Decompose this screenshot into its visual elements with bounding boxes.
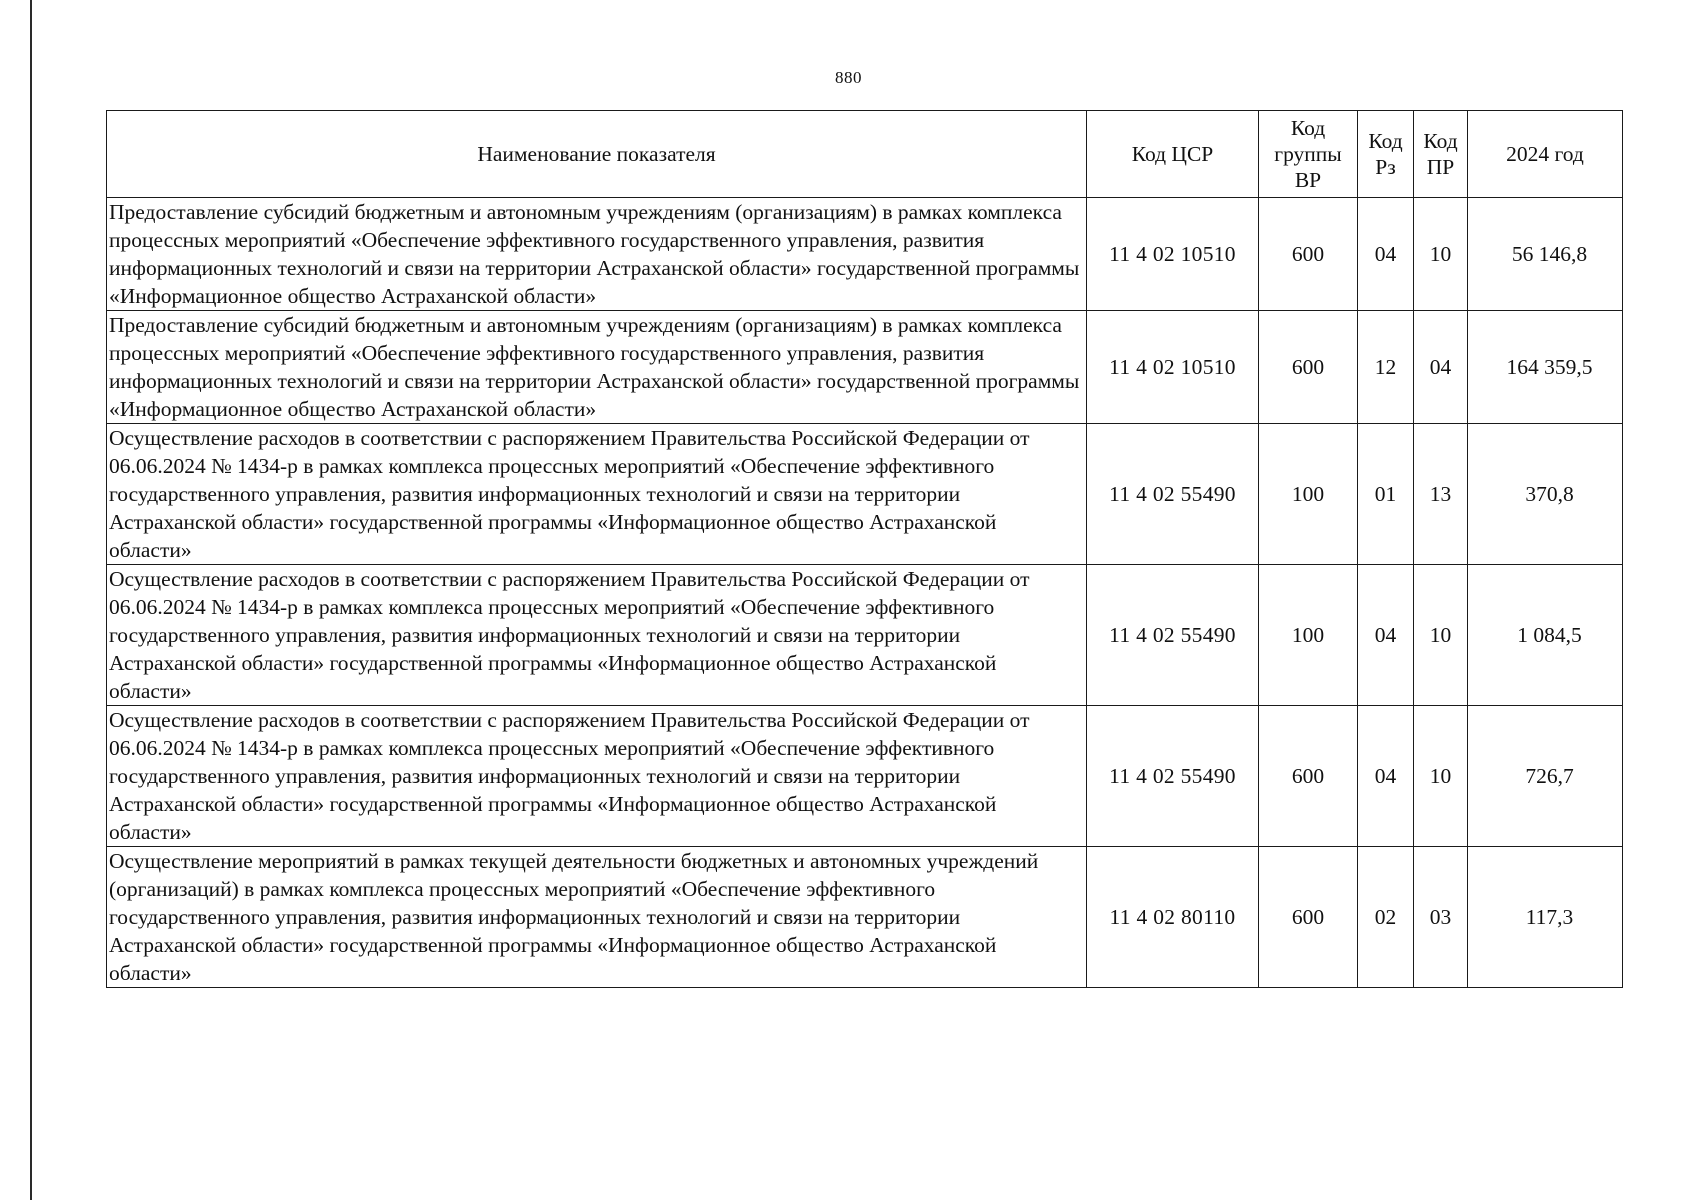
header-pr: Код ПР	[1414, 111, 1468, 198]
row-pr: 10	[1414, 565, 1468, 706]
row-vr: 100	[1259, 424, 1358, 565]
row-name: Осуществление мероприятий в рамках текущей деятельности бюджетных и автономных учреждений (организаций) в рамках комплекса процессных мероприятий «Обеспечение эффективного государственного управления, развития информационных технологий и связи на территории Астраханской области» государственной программы «Информационное общество Астраханской области»	[107, 847, 1087, 988]
table-row	[107, 847, 1623, 988]
row-csr: 11 4 02 55490	[1087, 565, 1259, 706]
row-name: Предоставление субсидий бюджетным и автономным учреждениям (организациям) в рамках комплекса процессных мероприятий «Обеспечение эффективного государственного управления, развития информационных технологий и связи на территории Астраханской области» государственной программы «Информационное общество Астраханской области»	[107, 198, 1087, 311]
row-pr: 10	[1414, 706, 1468, 847]
table-row	[107, 198, 1623, 311]
row-name: Осуществление расходов в соответствии с распоряжением Правительства Российской Федерации от 06.06.2024 № 1434-р в рамках комплекса процессных мероприятий «Обеспечение эффективного государственного управления, развития информационных технологий и связи на территории Астраханской области» государственной программы «Информационное общество Астраханской области»	[107, 424, 1087, 565]
row-amount: 370,8	[1468, 424, 1623, 565]
row-rz: 01	[1358, 424, 1414, 565]
row-rz: 04	[1358, 706, 1414, 847]
row-amount: 117,3	[1468, 847, 1623, 988]
row-vr: 600	[1259, 311, 1358, 424]
row-rz: 04	[1358, 565, 1414, 706]
page-number: 880	[835, 68, 862, 87]
table-header-row	[107, 111, 1623, 198]
row-amount: 726,7	[1468, 706, 1623, 847]
table-row	[107, 424, 1623, 565]
row-csr: 11 4 02 10510	[1087, 198, 1259, 311]
row-name: Предоставление субсидий бюджетным и автономным учреждениям (организациям) в рамках комплекса процессных мероприятий «Обеспечение эффективного государственного управления, развития информационных технологий и связи на территории Астраханской области» государственной программы «Информационное общество Астраханской области»	[107, 311, 1087, 424]
row-amount: 1 084,5	[1468, 565, 1623, 706]
header-vr: Код группы ВР	[1259, 111, 1358, 198]
row-csr: 11 4 02 55490	[1087, 706, 1259, 847]
table-row	[107, 706, 1623, 847]
table-row	[107, 311, 1623, 424]
table-row	[107, 565, 1623, 706]
scan-edge-line	[30, 0, 32, 1200]
row-amount: 56 146,8	[1468, 198, 1623, 311]
row-vr: 600	[1259, 198, 1358, 311]
row-pr: 13	[1414, 424, 1468, 565]
row-vr: 100	[1259, 565, 1358, 706]
budget-table	[106, 110, 1623, 988]
row-csr: 11 4 02 55490	[1087, 424, 1259, 565]
header-rz: Код Рз	[1358, 111, 1414, 198]
row-pr: 03	[1414, 847, 1468, 988]
row-vr: 600	[1259, 847, 1358, 988]
header-name: Наименование показателя	[107, 111, 1087, 198]
row-pr: 10	[1414, 198, 1468, 311]
row-vr: 600	[1259, 706, 1358, 847]
row-name: Осуществление расходов в соответствии с распоряжением Правительства Российской Федерации от 06.06.2024 № 1434-р в рамках комплекса процессных мероприятий «Обеспечение эффективного государственного управления, развития информационных технологий и связи на территории Астраханской области» государственной программы «Информационное общество Астраханской области»	[107, 565, 1087, 706]
row-name: Осуществление расходов в соответствии с распоряжением Правительства Российской Федерации от 06.06.2024 № 1434-р в рамках комплекса процессных мероприятий «Обеспечение эффективного государственного управления, развития информационных технологий и связи на территории Астраханской области» государственной программы «Информационное общество Астраханской области»	[107, 706, 1087, 847]
header-year: 2024 год	[1468, 111, 1623, 198]
row-rz: 02	[1358, 847, 1414, 988]
row-amount: 164 359,5	[1468, 311, 1623, 424]
row-rz: 12	[1358, 311, 1414, 424]
row-csr: 11 4 02 80110	[1087, 847, 1259, 988]
row-pr: 04	[1414, 311, 1468, 424]
row-csr: 11 4 02 10510	[1087, 311, 1259, 424]
row-rz: 04	[1358, 198, 1414, 311]
header-csr: Код ЦСР	[1087, 111, 1259, 198]
